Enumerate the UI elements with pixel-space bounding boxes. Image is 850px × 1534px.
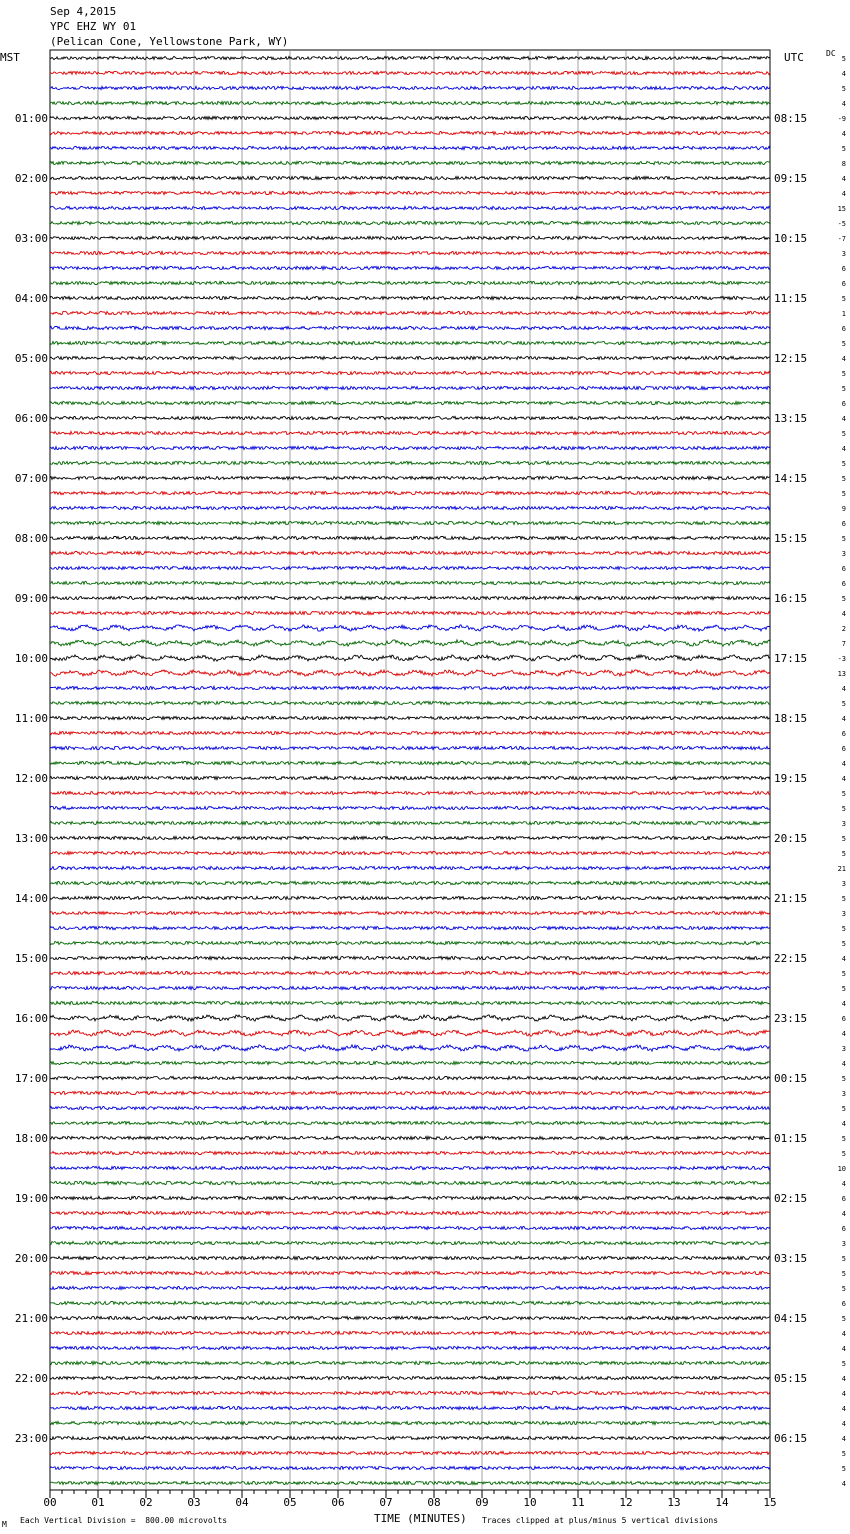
seismic-trace xyxy=(50,206,770,209)
dc-offset-label: 5 xyxy=(841,835,846,843)
seismic-trace xyxy=(50,1091,770,1094)
dc-offset-label: 7 xyxy=(841,640,846,648)
seismic-trace xyxy=(50,1181,770,1184)
seismic-trace xyxy=(50,236,770,239)
dc-offset-label: 5 xyxy=(841,925,846,933)
seismic-trace xyxy=(50,746,770,749)
seismic-trace xyxy=(50,1451,770,1454)
seismic-trace xyxy=(50,866,770,869)
dc-offset-label: 6 xyxy=(841,745,846,753)
seismic-trace xyxy=(50,701,770,704)
dc-offset-label: 4 xyxy=(841,1390,846,1398)
left-hour-label: 12:00 xyxy=(14,772,48,785)
right-hour-label: 20:15 xyxy=(774,832,808,845)
right-hour-label: 03:15 xyxy=(774,1252,808,1265)
right-hour-label: 06:15 xyxy=(774,1432,808,1445)
dc-offset-label: 4 xyxy=(841,1180,846,1188)
dc-offset-label: 15 xyxy=(837,205,846,213)
seismic-trace xyxy=(50,926,770,929)
dc-offset-label: 5 xyxy=(841,1285,846,1293)
seismic-trace xyxy=(50,655,770,661)
x-tick-label: 05 xyxy=(283,1496,297,1509)
seismic-trace xyxy=(50,116,770,119)
dc-offset-label: 5 xyxy=(841,985,846,993)
clip-note: Traces clipped at plus/minus 5 vertical divisions xyxy=(482,1516,719,1525)
dc-offset-label: 5 xyxy=(841,790,846,798)
right-hour-label: 04:15 xyxy=(774,1312,808,1325)
x-tick-label: 00 xyxy=(43,1496,57,1509)
seismic-trace xyxy=(50,191,770,194)
dc-offset-label: -3 xyxy=(837,655,846,663)
seismic-trace xyxy=(50,326,770,329)
dc-offset-label: 5 xyxy=(841,385,846,393)
dc-offset-label: 5 xyxy=(841,460,846,468)
dc-offset-label: 9 xyxy=(841,505,846,513)
dc-offset-label: 4 xyxy=(841,1480,846,1488)
dc-offset-label: 3 xyxy=(841,550,846,558)
dc-offset-label: 4 xyxy=(841,1405,846,1413)
dc-offset-label: 5 xyxy=(841,805,846,813)
dc-offset-label: 5 xyxy=(841,895,846,903)
seismic-trace xyxy=(50,266,770,269)
left-hour-label: 09:00 xyxy=(14,592,48,605)
x-tick-label: 15 xyxy=(763,1496,777,1509)
right-hour-label: 16:15 xyxy=(774,592,808,605)
dc-offset-label: 5 xyxy=(841,700,846,708)
dc-offset-label: 4 xyxy=(841,685,846,693)
dc-offset-label: 5 xyxy=(841,595,846,603)
right-hour-label: 08:15 xyxy=(774,112,808,125)
dc-offset-label: 5 xyxy=(841,1450,846,1458)
seismic-trace xyxy=(50,1271,770,1274)
x-axis-label: TIME (MINUTES) xyxy=(374,1512,467,1525)
left-hour-label: 01:00 xyxy=(14,112,48,125)
seismic-trace xyxy=(50,491,770,494)
left-hour-label: 02:00 xyxy=(14,172,48,185)
seismic-trace xyxy=(50,911,770,914)
dc-offset-label: 6 xyxy=(841,1015,846,1023)
dc-offset-label: 4 xyxy=(841,175,846,183)
left-hour-label: 11:00 xyxy=(14,712,48,725)
x-tick-label: 11 xyxy=(571,1496,585,1509)
seismic-trace xyxy=(50,986,770,989)
dc-offset-label: 4 xyxy=(841,1210,846,1218)
seismic-trace xyxy=(50,86,770,89)
x-tick-label: 03 xyxy=(187,1496,201,1509)
seismic-trace xyxy=(50,1391,770,1394)
dc-offset-label: 5 xyxy=(841,1315,846,1323)
dc-offset-label: 4 xyxy=(841,955,846,963)
dc-offset-label: 4 xyxy=(841,1375,846,1383)
dc-offset-label: 6 xyxy=(841,730,846,738)
left-timezone-label: MST xyxy=(0,51,20,64)
dc-offset-label: 4 xyxy=(841,190,846,198)
seismic-trace xyxy=(50,71,770,74)
dc-offset-label: 4 xyxy=(841,1420,846,1428)
seismic-trace xyxy=(50,1136,770,1139)
seismic-trace xyxy=(50,1241,770,1244)
dc-offset-label: 3 xyxy=(841,1240,846,1248)
seismic-trace xyxy=(50,1481,770,1484)
dc-offset-label: 6 xyxy=(841,265,846,273)
x-tick-label: 14 xyxy=(715,1496,729,1509)
dc-offset-label: 6 xyxy=(841,580,846,588)
dc-offset-label: 5 xyxy=(841,295,846,303)
seismic-trace xyxy=(50,1045,770,1051)
dc-offset-label: 5 xyxy=(841,850,846,858)
dc-offset-label: 2 xyxy=(841,625,846,633)
dc-offset-label: 5 xyxy=(841,145,846,153)
seismic-trace xyxy=(50,251,770,254)
seismic-trace xyxy=(50,521,770,524)
seismic-trace xyxy=(50,476,770,479)
left-hour-label: 06:00 xyxy=(14,412,48,425)
seismic-trace xyxy=(50,941,770,944)
left-hour-label: 03:00 xyxy=(14,232,48,245)
dc-offset-label: 4 xyxy=(841,415,846,423)
right-hour-label: 15:15 xyxy=(774,532,808,545)
x-tick-label: 12 xyxy=(619,1496,633,1509)
seismic-trace xyxy=(50,416,770,419)
seismic-trace xyxy=(50,806,770,809)
dc-offset-label: 5 xyxy=(841,475,846,483)
left-hour-label: 17:00 xyxy=(14,1072,48,1085)
left-hour-label: 08:00 xyxy=(14,532,48,545)
dc-offset-label: 3 xyxy=(841,1045,846,1053)
seismic-trace xyxy=(50,1406,770,1409)
dc-offset-label: 5 xyxy=(841,370,846,378)
dc-offset-label: 4 xyxy=(841,130,846,138)
dc-offset-label: 6 xyxy=(841,400,846,408)
seismic-trace xyxy=(50,101,770,104)
dc-offset-label: 5 xyxy=(841,55,846,63)
dc-offset-label: 4 xyxy=(841,1345,846,1353)
dc-offset-label: 4 xyxy=(841,1060,846,1068)
seismic-trace xyxy=(50,1361,770,1364)
right-hour-label: 17:15 xyxy=(774,652,808,665)
seismic-trace xyxy=(50,1301,770,1304)
dc-offset-label: 5 xyxy=(841,940,846,948)
x-tick-label: 08 xyxy=(427,1496,441,1509)
dc-column-label: DC xyxy=(826,49,836,58)
left-hour-label: 13:00 xyxy=(14,832,48,845)
dc-offset-label: 5 xyxy=(841,490,846,498)
x-tick-label: 01 xyxy=(91,1496,105,1509)
seismic-trace xyxy=(50,896,770,899)
right-hour-label: 18:15 xyxy=(774,712,808,725)
right-hour-label: 14:15 xyxy=(774,472,808,485)
dc-offset-label: -9 xyxy=(837,115,846,123)
seismic-trace xyxy=(50,341,770,344)
right-timezone-label: UTC xyxy=(784,51,804,64)
dc-offset-label: 10 xyxy=(837,1165,846,1173)
seismic-trace xyxy=(50,1376,770,1379)
left-hour-label: 23:00 xyxy=(14,1432,48,1445)
seismic-trace xyxy=(50,1421,770,1424)
seismic-trace xyxy=(50,1226,770,1229)
dc-offset-label: 5 xyxy=(841,340,846,348)
seismic-trace xyxy=(50,311,770,314)
seismic-trace xyxy=(50,670,770,676)
seismic-trace xyxy=(50,461,770,464)
seismic-trace xyxy=(50,221,770,224)
dc-offset-label: 5 xyxy=(841,1255,846,1263)
seismic-trace xyxy=(50,851,770,854)
seismic-trace xyxy=(50,1076,770,1079)
left-hour-label: 20:00 xyxy=(14,1252,48,1265)
seismic-trace xyxy=(50,761,770,764)
dc-offset-label: 6 xyxy=(841,1300,846,1308)
right-hour-label: 12:15 xyxy=(774,352,808,365)
seismic-trace xyxy=(50,281,770,284)
seismic-trace xyxy=(50,1001,770,1004)
seismic-trace xyxy=(50,1466,770,1469)
seismic-trace xyxy=(50,1211,770,1214)
dc-offset-label: 5 xyxy=(841,970,846,978)
seismic-trace xyxy=(50,1256,770,1259)
dc-offset-label: 6 xyxy=(841,280,846,288)
dc-offset-label: 5 xyxy=(841,1270,846,1278)
dc-offset-label: 3 xyxy=(841,250,846,258)
seismic-trace xyxy=(50,1286,770,1289)
dc-offset-label: 5 xyxy=(841,1135,846,1143)
dc-offset-label: 5 xyxy=(841,1465,846,1473)
dc-offset-label: 6 xyxy=(841,520,846,528)
seismic-trace xyxy=(50,386,770,389)
seismic-trace xyxy=(50,581,770,584)
right-hour-label: 11:15 xyxy=(774,292,808,305)
dc-offset-label: 6 xyxy=(841,1225,846,1233)
dc-offset-label: 6 xyxy=(841,1195,846,1203)
scale-mark: M xyxy=(2,1520,7,1529)
right-hour-label: 01:15 xyxy=(774,1132,808,1145)
right-hour-label: 05:15 xyxy=(774,1372,808,1385)
x-tick-label: 13 xyxy=(667,1496,681,1509)
dc-offset-label: 5 xyxy=(841,1360,846,1368)
seismic-trace xyxy=(50,625,770,631)
seismic-trace xyxy=(50,536,770,539)
seismic-trace xyxy=(50,1015,770,1021)
dc-offset-label: 5 xyxy=(841,535,846,543)
seismic-trace xyxy=(50,146,770,149)
right-hour-label: 02:15 xyxy=(774,1192,808,1205)
right-hour-label: 10:15 xyxy=(774,232,808,245)
right-hour-label: 22:15 xyxy=(774,952,808,965)
dc-offset-label: 4 xyxy=(841,100,846,108)
dc-offset-label: 4 xyxy=(841,610,846,618)
left-hour-label: 15:00 xyxy=(14,952,48,965)
right-hour-label: 09:15 xyxy=(774,172,808,185)
dc-offset-label: 4 xyxy=(841,70,846,78)
seismic-trace xyxy=(50,836,770,839)
left-hour-label: 22:00 xyxy=(14,1372,48,1385)
seismic-trace xyxy=(50,1316,770,1319)
dc-offset-label: 4 xyxy=(841,775,846,783)
seismic-trace xyxy=(50,356,770,359)
dc-offset-label: 5 xyxy=(841,85,846,93)
vertical-division-note: Each Vertical Division = 800.00 microvolts xyxy=(20,1516,228,1525)
dc-offset-label: 4 xyxy=(841,355,846,363)
seismic-trace xyxy=(50,611,770,614)
left-hour-label: 21:00 xyxy=(14,1312,48,1325)
seismic-trace xyxy=(50,161,770,164)
dc-offset-label: -7 xyxy=(837,235,846,243)
seismic-trace xyxy=(50,1030,770,1036)
seismic-trace xyxy=(50,566,770,569)
seismic-trace xyxy=(50,1121,770,1124)
x-tick-label: 06 xyxy=(331,1496,345,1509)
left-hour-label: 16:00 xyxy=(14,1012,48,1025)
seismic-trace xyxy=(50,971,770,974)
seismic-trace xyxy=(50,1106,770,1109)
dc-offset-label: 3 xyxy=(841,910,846,918)
dc-offset-label: 1 xyxy=(841,310,846,318)
dc-offset-label: 4 xyxy=(841,1435,846,1443)
left-hour-label: 10:00 xyxy=(14,652,48,665)
seismic-trace xyxy=(50,956,770,959)
right-hour-label: 23:15 xyxy=(774,1012,808,1025)
dc-offset-label: 4 xyxy=(841,1330,846,1338)
header-location: (Pelican Cone, Yellowstone Park, WY) xyxy=(50,35,289,48)
dc-offset-label: 3 xyxy=(841,880,846,888)
seismic-trace xyxy=(50,551,770,554)
seismic-trace xyxy=(50,431,770,434)
dc-offset-label: 4 xyxy=(841,715,846,723)
seismic-trace xyxy=(50,401,770,404)
dc-offset-label: 5 xyxy=(841,1105,846,1113)
seismic-trace xyxy=(50,881,770,884)
seismic-trace xyxy=(50,1331,770,1334)
dc-offset-label: 6 xyxy=(841,325,846,333)
left-hour-label: 18:00 xyxy=(14,1132,48,1145)
dc-offset-label: -5 xyxy=(837,220,846,228)
x-tick-label: 07 xyxy=(379,1496,393,1509)
dc-offset-label: 3 xyxy=(841,1090,846,1098)
dc-offset-label: 3 xyxy=(841,820,846,828)
seismic-trace xyxy=(50,56,770,59)
seismic-trace xyxy=(50,371,770,374)
x-tick-label: 02 xyxy=(139,1496,153,1509)
right-hour-label: 13:15 xyxy=(774,412,808,425)
dc-offset-label: 5 xyxy=(841,1150,846,1158)
seismic-trace xyxy=(50,640,770,646)
right-hour-label: 21:15 xyxy=(774,892,808,905)
left-hour-label: 14:00 xyxy=(14,892,48,905)
dc-offset-label: 8 xyxy=(841,160,846,168)
dc-offset-label: 5 xyxy=(841,430,846,438)
dc-offset-label: 6 xyxy=(841,565,846,573)
x-tick-label: 04 xyxy=(235,1496,249,1509)
dc-offset-label: 21 xyxy=(837,865,846,873)
seismic-trace xyxy=(50,506,770,509)
dc-offset-label: 4 xyxy=(841,1030,846,1038)
seismic-trace xyxy=(50,176,770,179)
seismic-trace xyxy=(50,1436,770,1439)
seismic-trace xyxy=(50,596,770,599)
left-hour-label: 05:00 xyxy=(14,352,48,365)
header-date: Sep 4,2015 xyxy=(50,5,117,18)
seismic-trace xyxy=(50,131,770,134)
dc-offset-label: 5 xyxy=(841,1075,846,1083)
dc-offset-label: 4 xyxy=(841,1000,846,1008)
seismic-trace xyxy=(50,776,770,779)
right-hour-label: 00:15 xyxy=(774,1072,808,1085)
seismic-trace xyxy=(50,1151,770,1154)
dc-offset-label: 4 xyxy=(841,760,846,768)
seismic-trace xyxy=(50,1166,770,1169)
x-tick-label: 10 xyxy=(523,1496,537,1509)
x-tick-label: 09 xyxy=(475,1496,489,1509)
left-hour-label: 04:00 xyxy=(14,292,48,305)
seismic-trace xyxy=(50,296,770,299)
seismic-trace xyxy=(50,1196,770,1199)
dc-offset-label: 4 xyxy=(841,1120,846,1128)
left-hour-label: 19:00 xyxy=(14,1192,48,1205)
dc-offset-label: 13 xyxy=(837,670,846,678)
seismic-trace xyxy=(50,1061,770,1064)
header-station: YPC EHZ WY 01 xyxy=(50,20,137,33)
right-hour-label: 19:15 xyxy=(774,772,808,785)
dc-offset-label: 4 xyxy=(841,445,846,453)
seismic-trace xyxy=(50,791,770,794)
seismic-trace xyxy=(50,716,770,719)
left-hour-label: 07:00 xyxy=(14,472,48,485)
seismic-trace xyxy=(50,1346,770,1349)
seismic-trace xyxy=(50,686,770,689)
seismic-trace xyxy=(50,446,770,449)
seismic-trace xyxy=(50,821,770,824)
seismic-trace xyxy=(50,731,770,734)
